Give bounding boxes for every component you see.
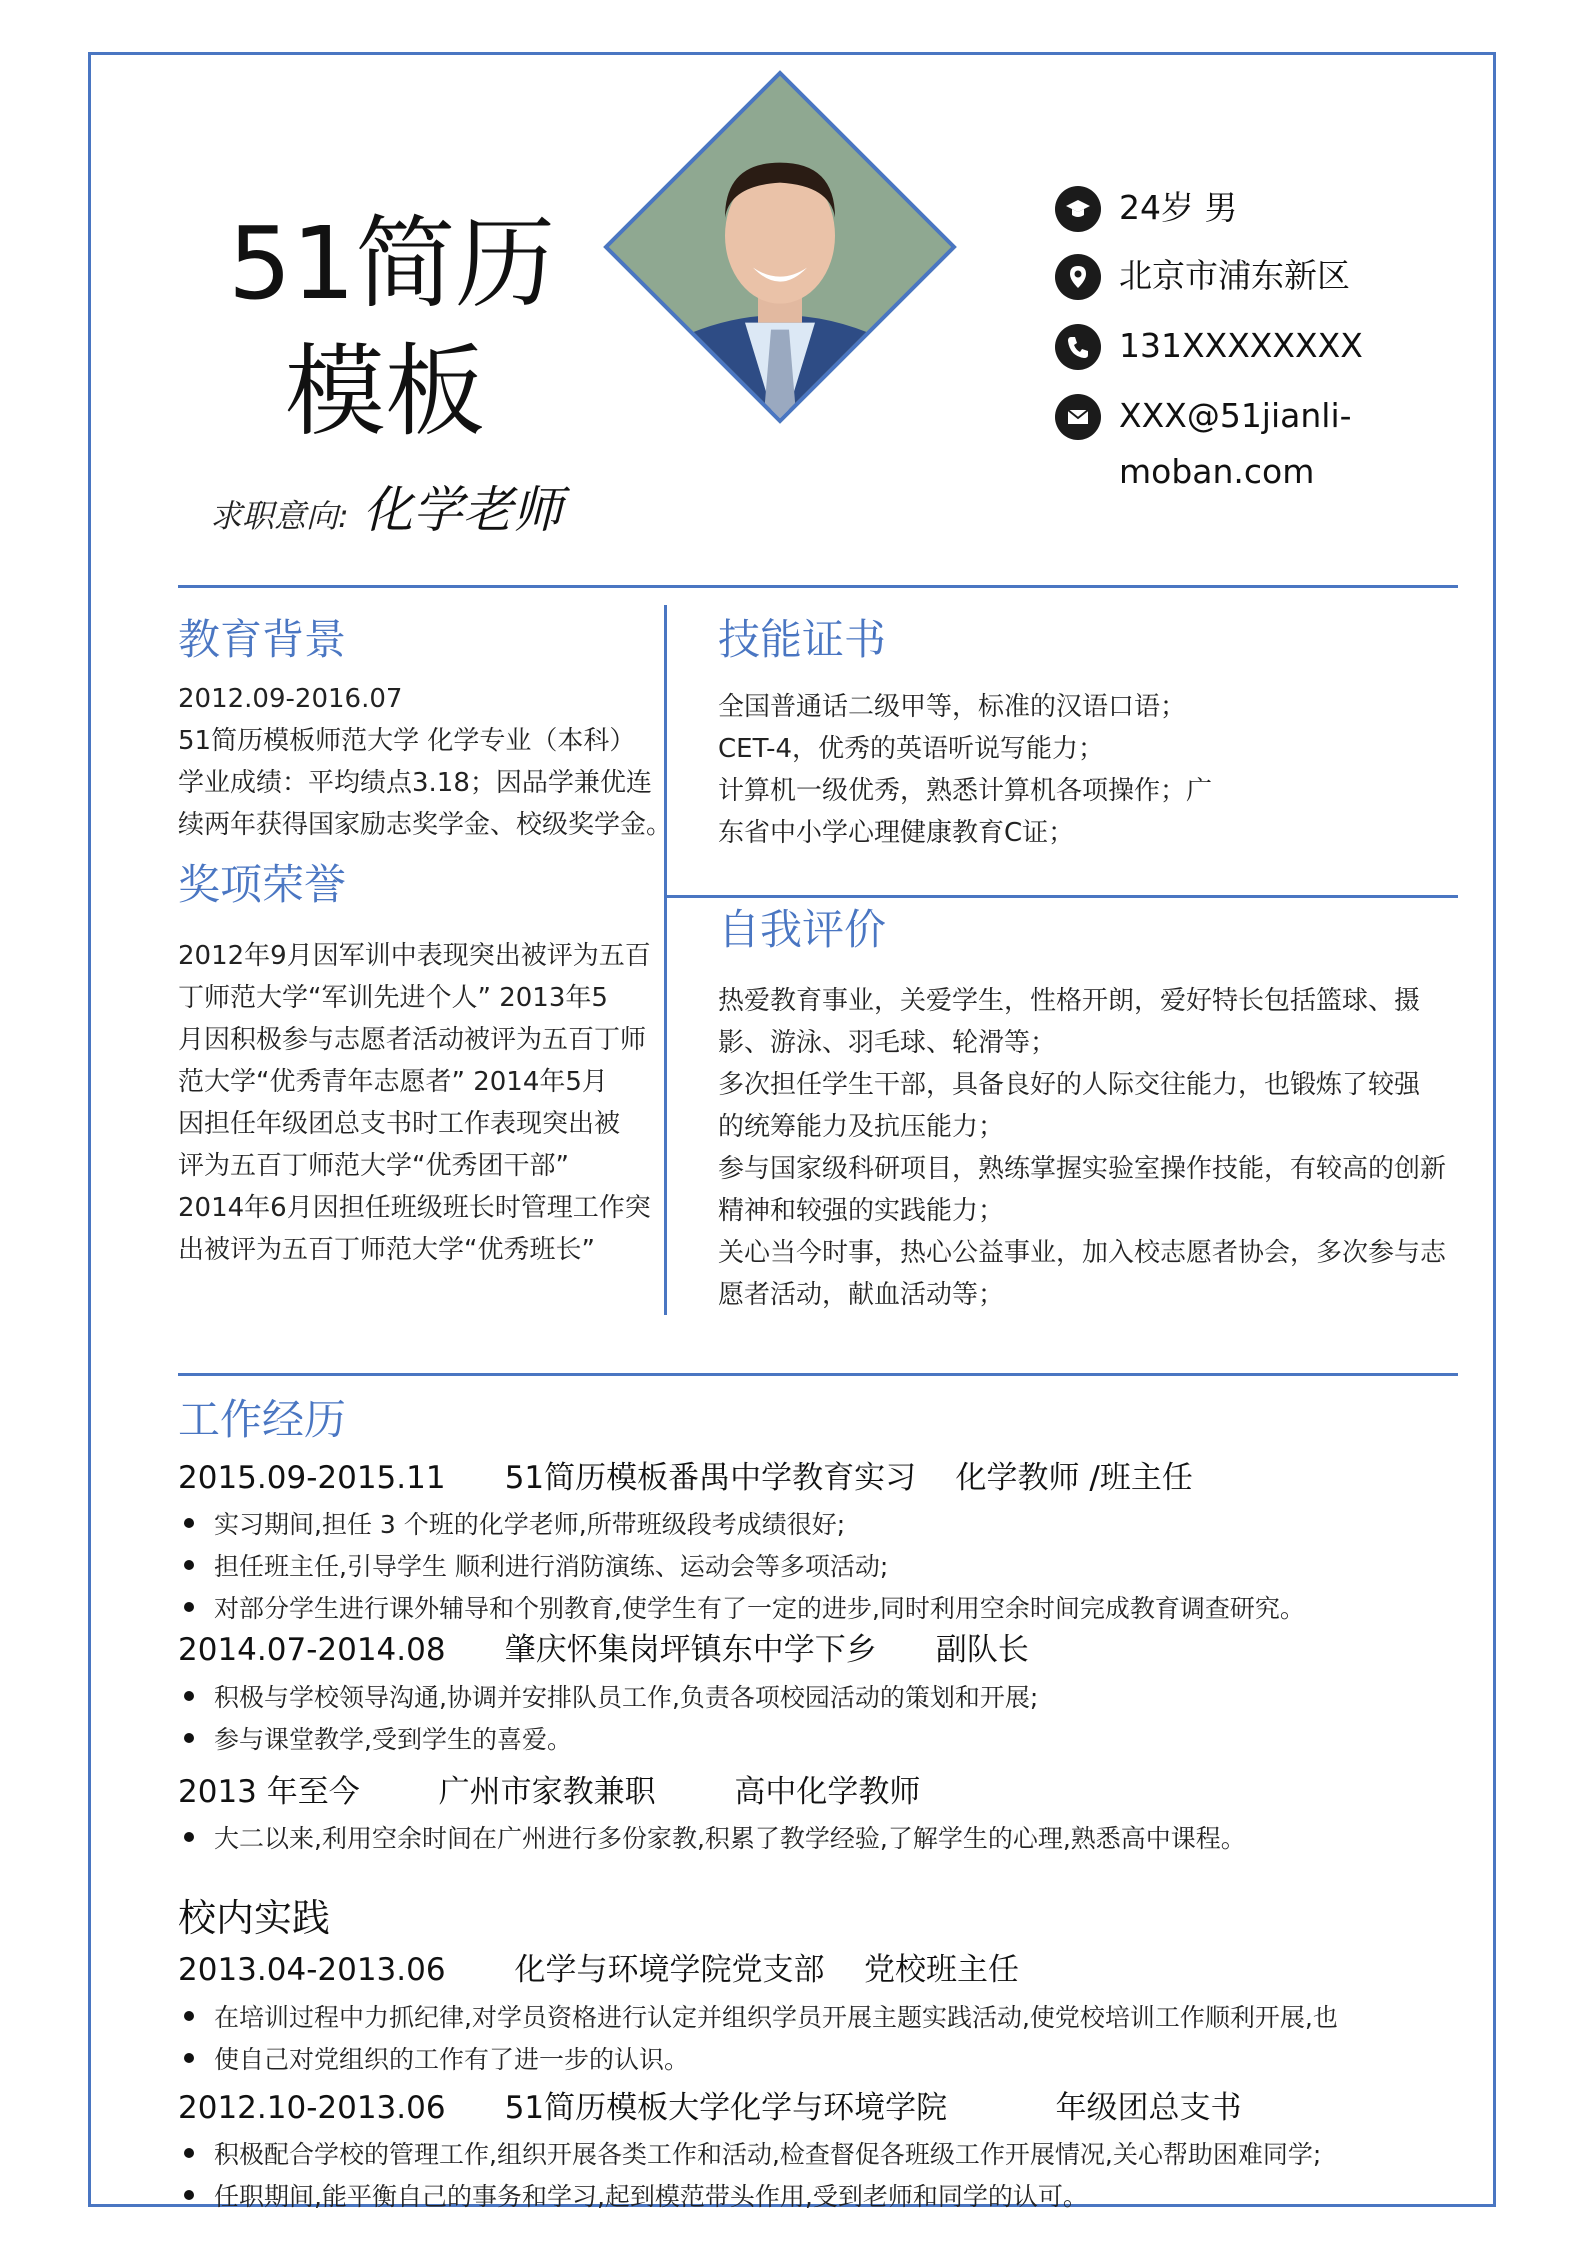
campus-item-2-bullets (178, 2132, 1321, 2216)
awards-line: 因担任年级团总支书时工作表现突出被 (178, 1109, 621, 1139)
bullet-text: 使自己对党组织的工作有了进一步的认识。 (214, 2045, 690, 2074)
awards-line: 月因积极参与志愿者活动被评为五百丁师 (178, 1025, 647, 1055)
list-item (178, 1586, 1305, 1628)
education-title: 教育背景 (178, 615, 347, 664)
info-age-gender (1055, 180, 1237, 236)
self-eval-line: 精神和较强的实践能力； (718, 1196, 1005, 1226)
email-line-2: moban.com (1119, 452, 1315, 491)
divider-top (178, 585, 1458, 588)
work-job-1-bullets (178, 1502, 1305, 1628)
self-eval-line: 的统筹能力及抗压能力； (718, 1112, 1005, 1142)
self-eval-content (718, 980, 1446, 1316)
self-eval-line: 多次担任学生干部，具备良好的人际交往能力，也锻炼了较强 (718, 1070, 1421, 1100)
education-line: 学业成绩：平均绩点3.18；因品学兼优连 (178, 768, 652, 798)
skills-line: 全国普通话二级甲等，标准的汉语口语； (718, 692, 1187, 722)
awards-line: 2014年6月因担任班级班长时管理工作突 (178, 1193, 651, 1223)
bullet-dot (184, 1518, 194, 1528)
bullet-dot (184, 2011, 194, 2021)
skills-line: 东省中小学心理健康教育C证； (718, 818, 1075, 848)
bullet-dot (184, 2148, 194, 2158)
phone-text: 131XXXXXXXX (1119, 326, 1363, 365)
awards-line: 出被评为五百丁师范大学“优秀班长” (178, 1235, 595, 1265)
info-location (1055, 248, 1350, 304)
list-item (178, 1502, 1305, 1544)
job-intent-label: 求职意向: (210, 497, 349, 535)
campus-item-1-bullets (178, 1995, 1338, 2079)
divider-mid-right (667, 895, 1458, 898)
location-text: 北京市浦东新区 (1119, 256, 1350, 295)
job-intent-value: 化学老师 (362, 481, 563, 539)
phone-icon (1055, 324, 1101, 370)
skills-line: CET-4，优秀的英语听说写能力； (718, 734, 1105, 764)
bullet-dot (184, 2190, 194, 2200)
name-line-1: 51简历 (228, 205, 556, 322)
self-eval-line: 愿者活动，献血活动等； (718, 1280, 1005, 1310)
bullet-text: 对部分学生进行课外辅导和个别教育,使学生有了一定的进步,同时利用空余时间完成教育调查研究。 (214, 1594, 1305, 1623)
self-eval-line: 热爱教育事业，关爱学生，性格开朗，爱好特长包括篮球、摄 (718, 986, 1421, 1016)
bullet-text: 在培训过程中力抓纪律,对学员资格进行认定并组织学员开展主题实践活动,使党校培训工作顺利开展,也 (214, 2003, 1338, 2032)
self-eval-line: 关心当今时事，热心公益事业，加入校志愿者协会，多次参与志 (718, 1238, 1447, 1268)
bullet-text: 积极与学校领导沟通,协调并安排队员工作,负责各项校园活动的策划和开展; (214, 1683, 1039, 1712)
list-item (178, 1544, 1305, 1586)
self-eval-line: 参与国家级科研项目，熟练掌握实验室操作技能，有较高的创新 (718, 1154, 1447, 1184)
bullet-text: 参与课堂教学,受到学生的喜爱。 (214, 1725, 572, 1754)
bullet-text: 积极配合学校的管理工作,组织开展各类工作和活动,检查督促各班级工作开展情况,关心帮助困难同学; (214, 2140, 1322, 2169)
campus-item-2-header: 2012.10-2013.06 51简历模板大学化学与环境学院 年级团总支书 (178, 2090, 1242, 2126)
education-content (178, 678, 672, 846)
campus-item-1-header: 2013.04-2013.06 化学与环境学院党支部 党校班主任 (178, 1952, 1019, 1988)
bullet-text: 担任班主任,引导学生 顺利进行消防演练、运动会等多项活动; (214, 1552, 889, 1581)
list-item (178, 2037, 1338, 2079)
divider-work (178, 1373, 1458, 1376)
location-pin-icon (1055, 254, 1101, 300)
awards-line: 丁师范大学“军训先进个人” 2013年5 (178, 983, 608, 1013)
mail-icon (1055, 394, 1101, 440)
self-eval-title: 自我评价 (718, 905, 887, 954)
email-text (1119, 388, 1352, 500)
bullet-text: 大二以来,利用空余时间在广州进行多份家教,积累了教学经验,了解学生的心理,熟悉高中课程。 (214, 1824, 1246, 1853)
education-line: 续两年获得国家励志奖学金、校级奖学金。 (178, 810, 673, 840)
bullet-dot (184, 1832, 194, 1842)
email-line-1: XXX@51jianli- (1119, 396, 1352, 435)
list-item (178, 2174, 1321, 2216)
skills-line: 计算机一级优秀，熟悉计算机各项操作；广 (718, 776, 1213, 806)
name-line-2: 模板 (285, 333, 485, 450)
skills-content (718, 686, 1212, 854)
work-job-3-header: 2013 年至今 广州市家教兼职 高中化学教师 (178, 1774, 921, 1810)
job-intent (210, 470, 563, 542)
list-item (178, 1816, 1246, 1858)
work-job-2-header: 2014.07-2014.08 肇庆怀集岗坪镇东中学下乡 副队长 (178, 1632, 1029, 1668)
skills-title: 技能证书 (718, 615, 887, 664)
info-phone (1055, 318, 1363, 374)
awards-content (178, 935, 651, 1271)
list-item (178, 1675, 1038, 1717)
work-job-3-bullets (178, 1816, 1246, 1858)
bullet-dot (184, 1691, 194, 1701)
education-line: 2012.09-2016.07 (178, 684, 403, 714)
work-job-2-bullets (178, 1675, 1038, 1759)
age-gender-text: 24岁 男 (1119, 188, 1238, 227)
info-email (1055, 388, 1352, 500)
awards-line: 评为五百丁师范大学“优秀团干部” (178, 1151, 569, 1181)
list-item (178, 1995, 1338, 2037)
bullet-dot (184, 2053, 194, 2063)
self-eval-line: 影、游泳、羽毛球、轮滑等； (718, 1028, 1057, 1058)
list-item (178, 2132, 1321, 2174)
work-title: 工作经历 (178, 1395, 347, 1444)
awards-title: 奖项荣誉 (178, 860, 347, 909)
list-item (178, 1717, 1038, 1759)
campus-title: 校内实践 (178, 1896, 331, 1940)
bullet-dot (184, 1733, 194, 1743)
bullet-dot (184, 1602, 194, 1612)
graduation-cap-icon (1055, 186, 1101, 232)
bullet-text: 实习期间,担任 3 个班的化学老师,所带班级段考成绩很好; (214, 1510, 846, 1539)
work-job-1-header: 2015.09-2015.11 51简历模板番禺中学教育实习 化学教师 /班主任 (178, 1460, 1193, 1496)
awards-line: 2012年9月因军训中表现突出被评为五百 (178, 941, 651, 971)
bullet-dot (184, 1560, 194, 1570)
education-line: 51简历模板师范大学 化学专业（本科） (178, 726, 636, 756)
awards-line: 范大学“优秀青年志愿者” 2014年5月 (178, 1067, 608, 1097)
bullet-text: 任职期间,能平衡自己的事务和学习,起到模范带头作用,受到老师和同学的认可。 (214, 2182, 1088, 2211)
